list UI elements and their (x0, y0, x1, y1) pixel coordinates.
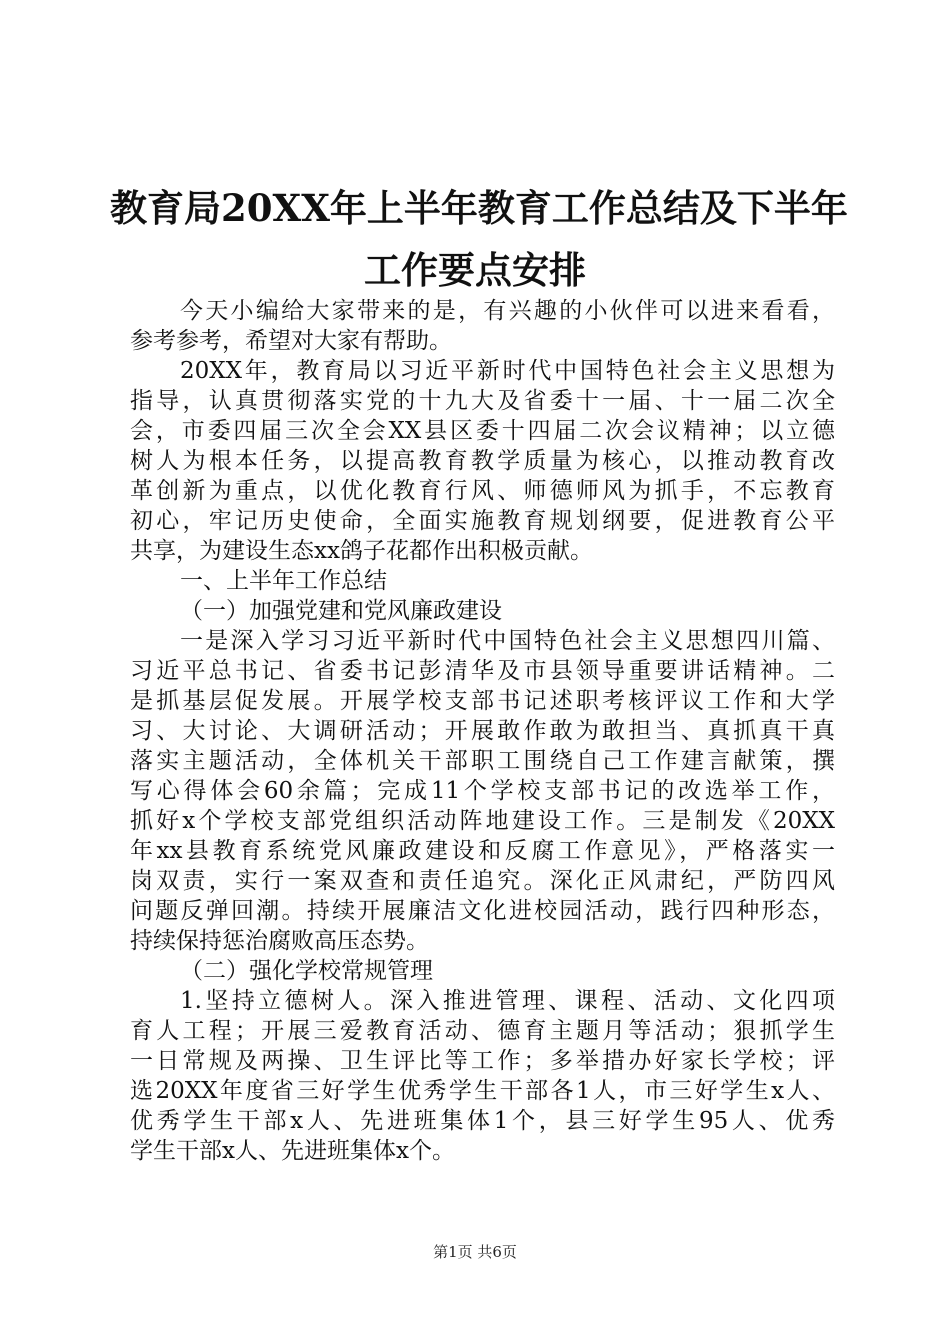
text-line: （二）强化学校常规管理 (180, 958, 433, 984)
text-line: 问题反弹回潮。持续开展廉洁文化进校园活动，践行四种形态， (130, 898, 835, 924)
text-line: 树人为根本任务，以提高教育教学质量为核心，以推动教育改 (130, 448, 835, 474)
text-line: 参考参考，希望对大家有帮助。 (130, 328, 452, 354)
text-line: 是抓基层促发展。开展学校支部书记述职考核评议工作和大学 (130, 688, 835, 714)
text-line: 选20XX年度省三好学生优秀学生干部各1人，市三好学生x人、 (130, 1078, 835, 1104)
text-line: 育人工程；开展三爱教育活动、德育主题月等活动；狠抓学生 (130, 1018, 835, 1044)
text-line: 一是深入学习习近平新时代中国特色社会主义思想四川篇、 (180, 628, 835, 654)
text-line: 初心，牢记历史使命，全面实施教育规划纲要，促进教育公平 (130, 508, 835, 534)
text-line: 指导，认真贯彻落实党的十九大及省委十一届、十一届二次全 (130, 388, 835, 414)
document-body (130, 296, 835, 1166)
text-line: 习、大讨论、大调研活动；开展敢作敢为敢担当、真抓真干真 (130, 718, 835, 744)
text-line: 会，市委四届三次全会XX县区委十四届二次会议精神；以立德 (130, 418, 835, 444)
text-line: 落实主题活动，全体机关干部职工围绕自己工作建言献策，撰 (130, 748, 835, 774)
text-line: 革创新为重点，以优化教育行风、师德师风为抓手，不忘教育 (130, 478, 835, 504)
document-title-line-1: 教育局20XX年上半年教育工作总结及下半年 (110, 186, 848, 230)
text-line: 年xx县教育系统党风廉政建设和反腐工作意见》，严格落实一 (130, 838, 835, 864)
text-line: 抓好x个学校支部党组织活动阵地建设工作。三是制发《20XX (130, 808, 835, 834)
text-line: 一日常规及两操、卫生评比等工作；多举措办好家长学校；评 (130, 1048, 835, 1074)
text-line: 习近平总书记、省委书记彭清华及市县领导重要讲话精神。二 (130, 658, 835, 684)
text-line: 学生干部x人、先进班集体x个。 (130, 1138, 455, 1164)
text-line: 岗双责，实行一案双查和责任追究。深化正风肃纪，严防四风 (130, 868, 835, 894)
page-footer: 第1页 共6页 (433, 1243, 517, 1261)
text-line: 写心得体会60余篇；完成11个学校支部书记的改选举工作， (130, 778, 835, 804)
text-line: 持续保持惩治腐败高压态势。 (130, 928, 429, 954)
text-line: （一）加强党建和党风廉政建设 (180, 598, 502, 624)
text-line: 今天小编给大家带来的是，有兴趣的小伙伴可以进来看看， (180, 298, 835, 324)
text-line: 优秀学生干部x人、先进班集体1个，县三好学生95人、优秀 (130, 1108, 835, 1134)
text-line: 20XX年，教育局以习近平新时代中国特色社会主义思想为 (180, 358, 835, 384)
text-line: 一、上半年工作总结 (180, 568, 387, 594)
document-title-line-2: 工作要点安排 (364, 248, 586, 292)
text-line: 1.坚持立德树人。深入推进管理、课程、活动、文化四项 (180, 988, 835, 1014)
text-line: 共享，为建设生态xx鸽子花都作出积极贡献。 (130, 538, 593, 564)
